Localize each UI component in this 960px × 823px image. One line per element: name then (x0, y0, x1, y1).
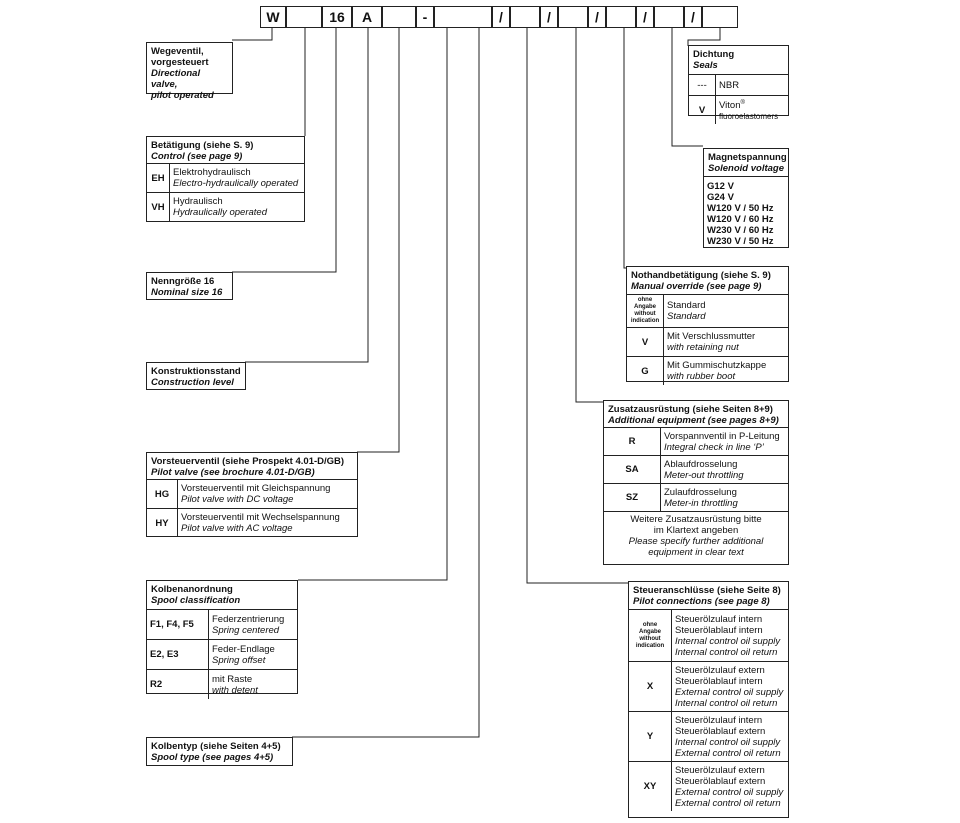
spool-class-row (147, 640, 297, 670)
pilot-valve-en: Pilot valve with DC voltage (181, 494, 294, 505)
seals-title-en: Seals (693, 60, 718, 71)
pilot-conn-de: Steuerölablauf intern (675, 624, 763, 636)
spool-class-en: Spring offset (212, 654, 266, 666)
spool-class-row (147, 670, 297, 700)
pilot-conn-en: Internal control oil supply (675, 736, 781, 748)
spool-type-box (146, 737, 293, 766)
seals-box (688, 45, 789, 122)
override-de: Standard (667, 300, 706, 311)
spool-classification-box (146, 580, 298, 694)
pilot-conn-row (629, 610, 788, 662)
solenoid-title-en: Solenoid voltage (708, 163, 785, 174)
spool-class-de: mit Raste (212, 673, 253, 685)
additional-note-en: equipment in clear text (648, 547, 744, 558)
spool-class-de: Feder-Endlage (212, 643, 275, 655)
code-cell-a: A (352, 6, 382, 28)
spool-class-en: Spring centered (212, 624, 280, 636)
pilot-valve-en: Pilot valve with AC voltage (181, 523, 293, 534)
additional-en: Meter-in throttling (664, 497, 738, 509)
pilot-valve-title-de: Vorsteuerventil (siehe Prospekt 4.01-D/GB) (151, 456, 345, 467)
additional-row (604, 428, 788, 456)
pilot-conn-row (629, 662, 788, 712)
voltage-value: W120 V / 60 Hz (707, 214, 774, 225)
additional-en: Integral check in line ‘P’ (664, 441, 764, 453)
voltage-value: G12 V (707, 181, 734, 192)
pilot-conn-de: Steuerölzulauf intern (675, 613, 763, 625)
additional-note-de: Weitere Zusatzausrüstung bitte (630, 514, 762, 525)
pilot-conn-title-en: Pilot connections (see page 8) (633, 596, 770, 607)
pilot-conn-de: Steuerölzulauf intern (675, 714, 763, 726)
solenoid-title-de: Magnetspannung (708, 152, 787, 163)
pilot-valve-row (147, 480, 357, 509)
directional-de: Wegeventil, (151, 46, 204, 57)
pilot-conn-de: Steuerölablauf extern (675, 725, 766, 737)
code-cell-slash: / (636, 6, 654, 28)
pilot-valve-de: Vorsteuerventil mit Wechselspannung (181, 512, 340, 523)
additional-row (604, 484, 788, 512)
spool-class-code: R2 (147, 670, 209, 700)
control-code: VH (147, 193, 170, 222)
nominal-size-box (146, 272, 233, 300)
code-cell-slash: / (684, 6, 702, 28)
voltage-value: G24 V (707, 192, 734, 203)
seal-sublabel: fluoroelastomers (719, 112, 779, 122)
additional-note-de: im Klartext angeben (653, 525, 739, 536)
pilot-conn-en: External control oil supply (675, 786, 784, 798)
spool-class-en: with detent (212, 684, 258, 696)
pilot-valve-box (146, 452, 358, 537)
solenoid-voltage-box (703, 148, 789, 248)
override-row (627, 295, 788, 328)
control-title-de: Betätigung (siehe S. 9) (151, 140, 254, 151)
registered-mark: ® (740, 100, 745, 106)
pilot-valve-row (147, 509, 357, 538)
pilot-conn-en: External control oil return (675, 747, 781, 759)
pilot-conn-de: Steuerölzulauf extern (675, 764, 765, 776)
control-en: Hydraulically operated (173, 207, 267, 218)
seal-label: NBR (716, 75, 789, 96)
additional-de: Vorspannventil in P-Leitung (664, 430, 780, 442)
spool-class-code: E2, E3 (147, 640, 209, 670)
pilot-conn-code: X (629, 662, 672, 712)
construction-de: Konstruktionsstand (151, 366, 241, 377)
pilot-conn-code: Y (629, 712, 672, 762)
additional-code: SA (604, 456, 661, 484)
additional-equipment-box (603, 400, 789, 565)
override-code: V (627, 328, 664, 357)
additional-note (604, 512, 788, 561)
code-cell-w: W (260, 6, 286, 28)
override-code: ohne Angabe without indication (627, 295, 664, 328)
code-cell-slash: / (588, 6, 606, 28)
additional-code: R (604, 428, 661, 456)
additional-title-en: Additional equipment (see pages 8+9) (608, 415, 779, 426)
spool-class-title-en: Spool classification (151, 595, 241, 606)
control-row (147, 193, 304, 222)
manual-override-box (626, 266, 789, 382)
control-title-en: Control (see page 9) (151, 151, 243, 162)
directional-de: vorgesteuert (151, 57, 209, 68)
pilot-conn-de: Steuerölablauf extern (675, 775, 766, 787)
control-box (146, 136, 305, 222)
code-cell-slash: / (492, 6, 510, 28)
pilot-conn-row (629, 762, 788, 812)
nominal-en: Nominal size 16 (151, 287, 223, 298)
pilot-valve-title-en: Pilot valve (see brochure 4.01-D/GB) (151, 467, 315, 478)
override-en: with rubber boot (667, 371, 736, 382)
seals-row (689, 75, 788, 96)
code-cell-16: 16 (322, 6, 352, 28)
override-code: G (627, 357, 664, 386)
pilot-conn-de: Steuerölablauf intern (675, 675, 763, 687)
seals-row (689, 96, 788, 125)
voltage-value: W230 V / 60 Hz (707, 225, 774, 236)
additional-title-de: Zusatzausrüstung (siehe Seiten 8+9) (608, 404, 773, 415)
pilot-conn-code: ohne Angabe without indication (629, 610, 672, 662)
additional-de: Ablaufdrosselung (664, 458, 738, 470)
control-de: Hydraulisch (173, 196, 223, 207)
code-cell-dash: - (416, 6, 434, 28)
pilot-conn-en: External control oil return (675, 797, 781, 809)
override-row (627, 328, 788, 357)
voltage-value: W230 V / 50 Hz (707, 236, 774, 247)
spool-class-code: F1, F4, F5 (147, 610, 209, 640)
seal-code: V (689, 96, 716, 125)
override-de: Mit Gummischutzkappe (667, 360, 767, 371)
pilot-conn-en: External control oil supply (675, 686, 784, 698)
spool-class-de: Federzentrierung (212, 613, 285, 625)
directional-en: pilot operated (151, 90, 214, 101)
construction-level-box (146, 362, 246, 390)
additional-row (604, 456, 788, 484)
seal-code: --- (689, 75, 716, 96)
pilot-valve-de: Vorsteuerventil mit Gleichspannung (181, 483, 331, 494)
override-row (627, 357, 788, 386)
pilot-valve-code: HY (147, 509, 178, 538)
pilot-conn-code: XY (629, 762, 672, 812)
control-de: Elektrohydraulisch (173, 167, 251, 178)
code-cell-slash: / (540, 6, 558, 28)
construction-en: Construction level (151, 377, 234, 388)
additional-en: Meter-out throttling (664, 469, 744, 481)
spool-class-title-de: Kolbenanordnung (151, 584, 233, 595)
override-title-en: Manual override (see page 9) (631, 281, 762, 292)
override-title-de: Nothandbetätigung (siehe S. 9) (631, 270, 771, 281)
pilot-conn-en: Internal control oil return (675, 646, 778, 658)
pilot-conn-en: Internal control oil supply (675, 635, 781, 647)
directional-valve-box (146, 42, 233, 101)
pilot-conn-en: Internal control oil return (675, 697, 778, 709)
pilot-conn-row (629, 712, 788, 762)
override-de: Mit Verschlussmutter (667, 331, 756, 342)
nominal-de: Nenngröße 16 (151, 276, 215, 287)
spool-class-row (147, 610, 297, 640)
voltage-value: W120 V / 50 Hz (707, 203, 774, 214)
seals-title-de: Dichtung (693, 49, 735, 60)
directional-en: Directional valve, (151, 68, 201, 90)
control-code: EH (147, 164, 170, 193)
override-en: with retaining nut (667, 342, 739, 353)
spool-type-de: Kolbentyp (siehe Seiten 4+5) (151, 741, 281, 752)
seal-label: Viton (719, 100, 741, 112)
pilot-conn-de: Steuerölzulauf extern (675, 664, 765, 676)
pilot-connections-box (628, 581, 789, 818)
control-en: Electro-hydraulically operated (173, 178, 299, 189)
additional-de: Zulaufdrosselung (664, 486, 737, 498)
spool-type-en: Spool type (see pages 4+5) (151, 752, 274, 763)
pilot-valve-code: HG (147, 480, 178, 509)
additional-note-en: Please specify further additional (628, 536, 764, 547)
additional-code: SZ (604, 484, 661, 512)
override-en: Standard (667, 311, 706, 322)
control-row (147, 164, 304, 193)
pilot-conn-title-de: Steueranschlüsse (siehe Seite 8) (633, 585, 781, 596)
